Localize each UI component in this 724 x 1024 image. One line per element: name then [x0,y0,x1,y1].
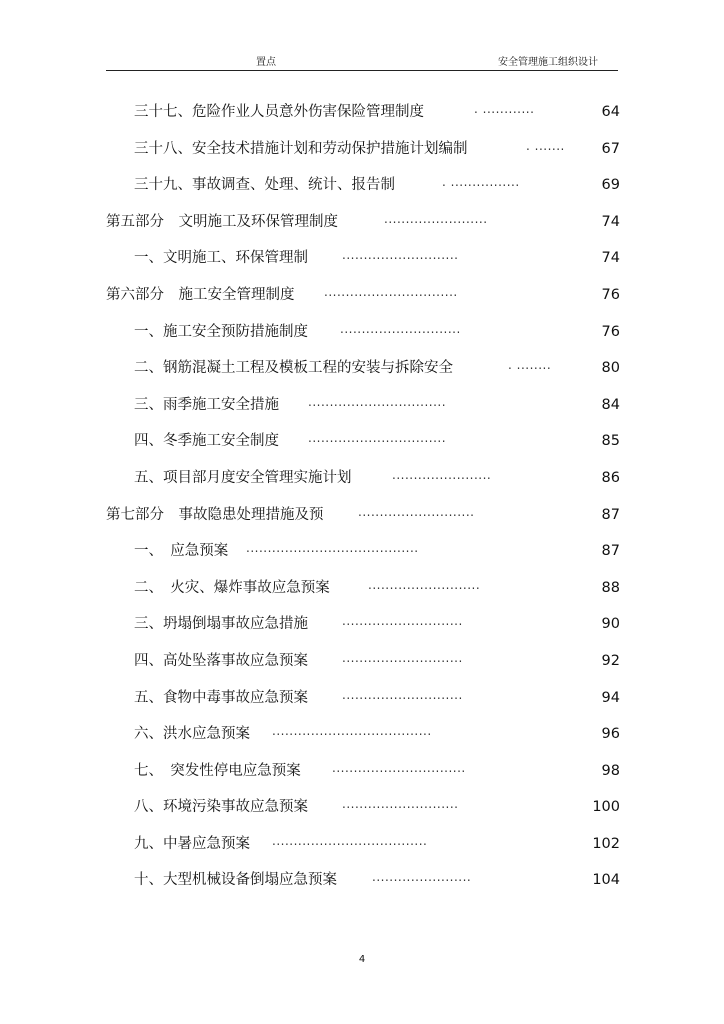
toc-page-number: 100 [592,799,620,816]
toc-entry [106,314,620,351]
toc-entry [106,643,620,680]
toc-dot-leader: ................................ [308,431,447,446]
toc-entry-title: 第五部分 文明施工及环保管理制度 [106,213,338,230]
toc-entry-title: 七、 突发性停电应急预案 [134,762,301,779]
toc-dot-leader: ................................ [308,394,447,409]
toc-page-number: 102 [592,835,620,852]
toc-page-number: 76 [601,286,620,303]
toc-entry [106,753,620,790]
toc-page-number: 67 [601,140,620,157]
header-left-text: 置点 [256,57,276,68]
toc-page-number: 92 [601,652,620,669]
toc-page-number: 80 [601,360,620,377]
toc-entry-title: 五、项目部月度安全管理实施计划 [134,469,352,486]
toc-entry [106,606,620,643]
toc-entry-title: 三、坍塌倒塌事故应急措施 [134,616,308,633]
toc-entry [106,716,620,753]
toc-entry-title: 十、大型机械设备倒塌应急预案 [134,872,337,889]
toc-entry-title: 一、 应急预案 [134,543,229,560]
toc-page-number: 64 [601,104,620,120]
toc-dot-leader: ............................ [342,650,463,665]
toc-entry [106,277,620,314]
toc-page-number: 85 [601,433,620,450]
toc-dot-leader: .......................... [368,577,481,592]
toc-entry [106,826,620,863]
toc-entry [106,131,620,168]
toc-dot-leader: ............................ [340,321,461,336]
toc-dot-leader: ............................... [332,760,466,775]
toc-entry-title: 三十九、事故调查、处理、统计、报告制 [134,177,395,194]
toc-dot-leader: .................................... [272,833,428,848]
toc-entry-title: 二、 火灾、爆炸事故应急预案 [134,579,330,596]
page-number: 4 [358,954,366,965]
toc-page-number: 96 [601,726,620,743]
toc-dot-leader: ........................... [358,504,475,519]
toc-entry [106,570,620,607]
toc-dot-leader: . ............ [474,102,535,116]
toc-entry-title: 一、文明施工、环保管理制 [134,250,308,267]
toc-page-number: 76 [601,323,620,340]
toc-entry [106,533,620,570]
toc-dot-leader: ........................................ [246,541,419,556]
toc-entry [106,167,620,204]
toc-entry-title: 五、食物中毒事故应急预案 [134,689,308,706]
toc-entry [106,204,620,241]
toc-entry [106,497,620,534]
toc-dot-leader: . ....... [526,138,565,153]
toc-dot-leader: ....................... [372,870,472,885]
toc-entry-title: 一、施工安全预防措施制度 [134,323,308,340]
toc-entry-title: 第七部分 事故隐患处理措施及预 [106,506,324,523]
toc-entry [106,240,620,277]
toc-dot-leader: ........................ [384,211,488,226]
toc-entry-title: 三十八、安全技术措施计划和劳动保护措施计划编制 [134,140,468,157]
toc-entry [106,789,620,826]
toc-dot-leader: . ................ [442,175,520,190]
toc-dot-leader: . ........ [508,358,552,373]
toc-page-number: 90 [601,616,620,633]
toc-entry [106,460,620,497]
toc-dot-leader: ............................... [324,284,458,299]
toc-dot-leader: ..................................... [272,724,432,739]
toc-page-number: 86 [601,469,620,486]
toc-entry [106,423,620,460]
toc-entry-title: 八、环境污染事故应急预案 [134,799,308,816]
table-of-contents [106,94,620,899]
header-document-title: 安全管理施工组织设计 [498,57,598,68]
toc-dot-leader: ........................... [342,797,459,812]
toc-page-number: 74 [601,213,620,230]
toc-entry [106,680,620,717]
toc-dot-leader: ....................... [392,467,492,482]
toc-page-number: 69 [601,177,620,194]
toc-dot-leader: ............................ [342,614,463,629]
header-divider [106,70,618,71]
toc-page-number: 84 [601,396,620,413]
toc-page-number: 74 [601,250,620,267]
toc-page-number: 87 [601,506,620,523]
toc-entry-title: 二、钢筋混凝土工程及模板工程的安装与拆除安全 [134,360,453,377]
toc-entry [106,862,620,899]
toc-entry-title: 三十七、危险作业人员意外伤害保险管理制度 [134,104,424,120]
toc-page-number: 88 [601,579,620,596]
toc-page-number: 104 [592,872,620,889]
toc-entry [106,387,620,424]
toc-page-number: 98 [601,762,620,779]
toc-page-number: 94 [601,689,620,706]
toc-page-number: 87 [601,543,620,560]
toc-entry-title: 第六部分 施工安全管理制度 [106,286,295,303]
toc-entry-title: 四、高处坠落事故应急预案 [134,652,308,669]
toc-entry-title: 四、冬季施工安全制度 [134,433,279,450]
toc-dot-leader: ............................ [342,687,463,702]
toc-dot-leader: ........................... [342,248,459,263]
toc-entry-title: 六、洪水应急预案 [134,726,250,743]
toc-entry [106,350,620,387]
toc-entry-title: 九、中暑应急预案 [134,835,250,852]
toc-entry-title: 三、雨季施工安全措施 [134,396,279,413]
toc-entry [106,94,620,131]
